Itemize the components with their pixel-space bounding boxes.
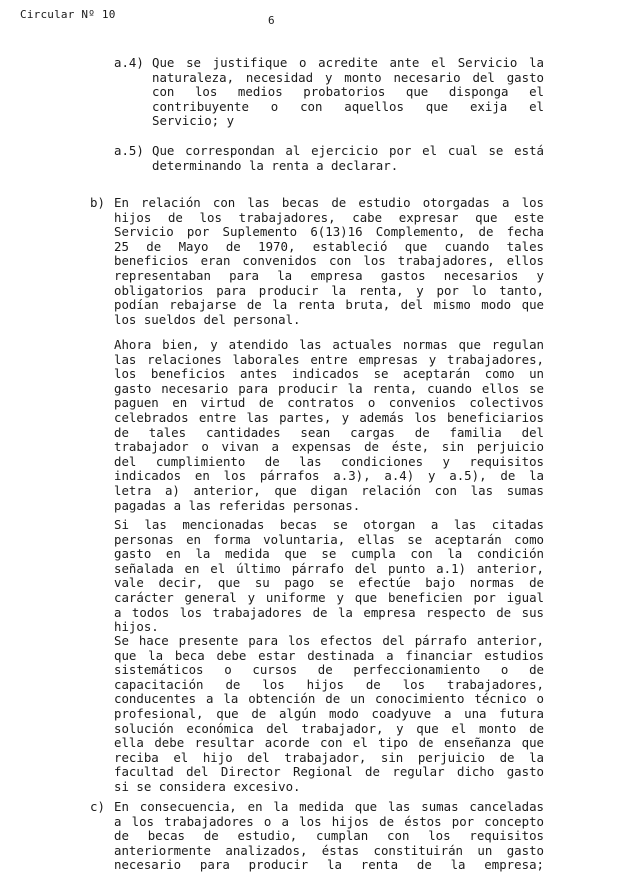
text-line: conducentes a la obtención de un conocimiento técnico o bbox=[114, 691, 544, 707]
text-line: Que correspondan al ejercicio por el cual se está bbox=[152, 143, 544, 158]
page-number: 6 bbox=[268, 14, 275, 27]
text-line: podían rebajarse de la renta bruta, del mismo modo que bbox=[114, 297, 544, 313]
text-line: determinando la renta a declarar. bbox=[152, 157, 399, 173]
item-text bbox=[152, 144, 544, 173]
text-line: ella debe resultar acorde con el tipo de enseñanza que bbox=[114, 735, 544, 751]
text-line: con los medios probatorios que disponga el bbox=[152, 84, 544, 100]
text-line: paguen en virtud de contratos o convenios colectivos bbox=[114, 395, 544, 411]
item-text bbox=[152, 56, 544, 129]
item-label: a.4) bbox=[114, 55, 144, 70]
text-line: de tales cantidades sean cargas de familia del bbox=[114, 424, 544, 440]
text-line: representaban para la empresa gastos necesarios y bbox=[114, 267, 544, 283]
text-line: los sueldos del personal. bbox=[114, 311, 301, 327]
text-line: de becas de estudio, cumplan con los requisitos bbox=[114, 828, 544, 844]
text-line: facultad del Director Regional de regular dicho gasto bbox=[114, 764, 544, 780]
text-line: trabajador o vivan a expensas de éste, sin perjuicio bbox=[114, 439, 544, 455]
paragraph-se-hace-presente bbox=[114, 634, 544, 795]
text-line: hijos. bbox=[114, 619, 159, 635]
text-line: En consecuencia, en la medida que las sumas canceladas bbox=[114, 799, 544, 814]
text-line: letra a) anterior, que digan relación con las sumas bbox=[114, 482, 544, 498]
text-line: naturaleza, necesidad y monto necesario del gasto bbox=[152, 69, 544, 85]
paragraph-ahora-bien bbox=[114, 338, 544, 513]
text-line: Se hace presente para los efectos del párrafo anterior, bbox=[114, 633, 544, 648]
text-line: indicados en los párrafos a.3), a.4) y a.5), de la bbox=[114, 468, 544, 484]
text-line: a todos los trabajadores de la empresa respecto de sus bbox=[114, 604, 544, 620]
text-line: En relación con las becas de estudio otorgadas a los bbox=[114, 195, 544, 210]
text-line: reciba el hijo del trabajador, sin perjuicio de la bbox=[114, 749, 544, 765]
item-label: b) bbox=[90, 195, 105, 210]
text-line: señalada en el último párrafo del punto a.1) anterior, bbox=[114, 560, 544, 576]
text-line: los beneficios antes indicados se aceptarán como un bbox=[114, 366, 544, 382]
text-line: a los trabajadores o a los hijos de éstos por concepto bbox=[114, 813, 544, 829]
text-line: Servicio por Suplemento 6(13)16 Complemento, de fecha bbox=[114, 224, 544, 240]
paragraph-si-las-mencionadas bbox=[114, 518, 544, 635]
text-line: capacitación de los hijos de los trabajadores, bbox=[114, 676, 544, 692]
text-line: celebrados entre las partes, y además los beneficiarios bbox=[114, 409, 544, 425]
text-line: que la beca debe estar destinada a financiar estudios bbox=[114, 647, 544, 663]
text-line: anteriormente analizados, éstas constituirán un gasto bbox=[114, 842, 544, 858]
text-line: obligatorios para producir la renta, y por lo tanto, bbox=[114, 282, 544, 298]
text-line: gasto necesario para producir la renta, cuando ellos se bbox=[114, 380, 544, 396]
text-line: 25 de Mayo de 1970, estableció que cuando tales bbox=[114, 238, 544, 254]
text-line: si se considera excesivo. bbox=[114, 778, 301, 794]
text-line: las relaciones laborales entre empresas y trabajadores, bbox=[114, 351, 544, 367]
text-line: Servicio; y bbox=[152, 113, 235, 129]
text-line: necesario para producir la renta de la empresa; bbox=[114, 857, 544, 873]
text-line: contribuyente o con aquellos que exija el bbox=[152, 98, 544, 114]
text-line: carácter general y uniforme y que beneficien por igual bbox=[114, 589, 544, 605]
text-line: Si las mencionadas becas se otorgan a las citadas bbox=[114, 517, 544, 532]
text-line: gasto en la medida que se cumpla con la condición bbox=[114, 546, 544, 562]
circular-header: Circular Nº 10 bbox=[20, 8, 116, 21]
item-label: a.5) bbox=[114, 143, 144, 158]
text-line: personas en forma voluntaria, ellas se aceptarán como bbox=[114, 531, 544, 547]
text-line: profesional, que de algún modo coadyuve a una futura bbox=[114, 705, 544, 721]
text-line: hijos de los trabajadores, cabe expresar que este bbox=[114, 209, 544, 225]
text-line: pagadas a las referidas personas. bbox=[114, 497, 361, 513]
text-line: Ahora bien, y atendido las actuales normas que regulan bbox=[114, 337, 544, 352]
item-text bbox=[114, 800, 544, 873]
text-line: del cumplimiento de las condiciones y requisitos bbox=[114, 453, 544, 469]
text-line: solución económica del trabajador, y que el monto de bbox=[114, 720, 544, 736]
text-line: vale decir, que su pago se efectúe bajo normas de bbox=[114, 575, 544, 591]
text-line: sistemáticos o cursos de perfeccionamiento o de bbox=[114, 662, 544, 678]
text-line: Que se justifique o acredite ante el Servicio la bbox=[152, 55, 544, 70]
item-text bbox=[114, 196, 544, 327]
text-line: beneficios eran convenidos con los trabajadores, ellos bbox=[114, 253, 544, 269]
item-label: c) bbox=[90, 799, 105, 814]
